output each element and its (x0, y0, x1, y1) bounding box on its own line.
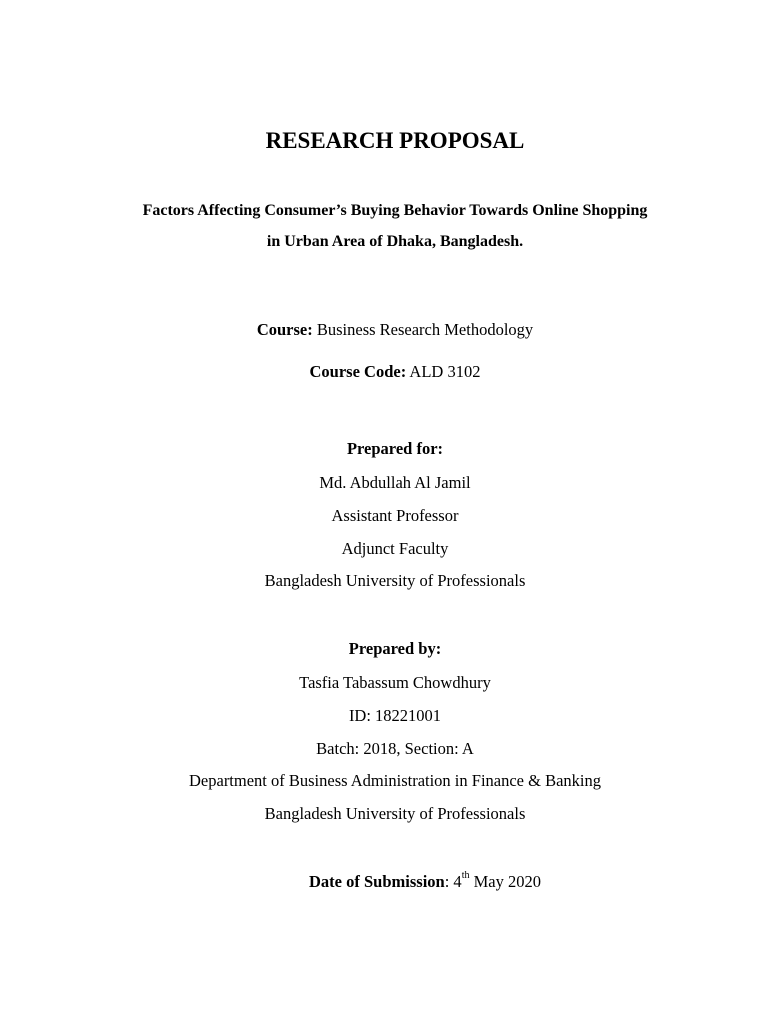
subtitle-line-1: Factors Affecting Consumer’s Buying Behavior Towards Online Shopping (142, 202, 648, 219)
prepared-for-name: Md. Abdullah Al Jamil (319, 473, 471, 492)
course-code-label: Course Code: (309, 362, 407, 381)
submission-date-label: Date of Submission (309, 872, 445, 891)
submission-date-day: : 4 (444, 872, 462, 891)
course-code-field (11, 362, 768, 382)
subtitle-line-2: in Urban Area of Dhaka, Bangladesh. (266, 233, 524, 250)
prepared-by-institution: Bangladesh University of Professionals (264, 804, 526, 823)
course-code-value: ALD 3102 (406, 362, 481, 381)
prepared-by-name: Tasfia Tabassum Chowdhury (299, 673, 491, 692)
prepared-for-institution: Bangladesh University of Professionals (264, 571, 526, 590)
prepared-by-batch: Batch: 2018, Section: A (316, 739, 474, 758)
prepared-by-department: Department of Business Administration in Finance & Banking (189, 771, 601, 790)
course-value: Business Research Methodology (312, 320, 534, 339)
submission-date-field (41, 872, 768, 892)
submission-date-suffix: th (461, 870, 470, 881)
document-title: RESEARCH PROPOSAL (265, 128, 525, 153)
submission-date-rest: May 2020 (469, 872, 541, 891)
prepared-by-heading: Prepared by: (348, 639, 442, 658)
course-field (11, 320, 768, 340)
prepared-for-designation: Assistant Professor (331, 506, 459, 525)
prepared-for-role: Adjunct Faculty (341, 539, 449, 558)
prepared-for-heading: Prepared for: (346, 439, 444, 458)
course-label: Course: (256, 320, 313, 339)
prepared-by-id: ID: 18221001 (348, 706, 442, 725)
